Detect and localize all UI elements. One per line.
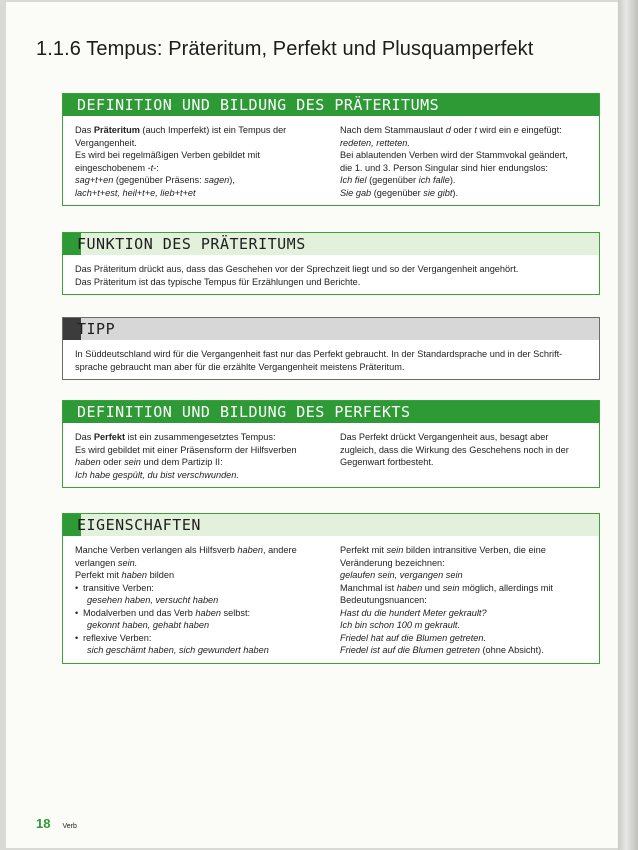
text-line <box>75 569 324 582</box>
text-run: Das Perfekt drückt Vergangenheit aus, besagt aber <box>340 432 549 442</box>
page-title: 1.1.6 Tempus: Präteritum, Perfekt und Plusquamperfekt <box>36 38 534 60</box>
text-line <box>340 444 589 457</box>
text-run: die 1. und 3. Person Singular sind hier endungslos: <box>340 162 548 173</box>
italic-example: lach+t+est, heil+t+e, lieb+t+et <box>75 187 196 198</box>
text-run: bilden intransitive Verben, die eine <box>403 545 546 555</box>
italic-example: haben <box>121 570 148 580</box>
text-line <box>340 431 589 444</box>
italic-example: sein <box>386 545 404 555</box>
text-run: Bedeutungsnuancen: <box>340 595 427 605</box>
text-line <box>340 619 589 632</box>
text-line <box>75 174 324 187</box>
italic-example: haben <box>75 457 101 467</box>
text-line <box>75 619 324 632</box>
bold-term: Perfekt <box>93 432 126 442</box>
text-run: ). <box>449 175 456 185</box>
right-column <box>332 544 589 657</box>
text-run: verlangen <box>75 557 118 568</box>
text-line <box>75 149 324 162</box>
italic-example: Ich habe gespült, du bist verschwunden. <box>75 469 239 480</box>
box-body <box>63 116 599 205</box>
page-number: 18 <box>36 816 51 831</box>
text-run: (gegenüber <box>371 187 424 198</box>
box-funktion-praeteritum <box>62 232 600 295</box>
text-line <box>340 456 589 469</box>
text-run: (auch Imperfekt) ist ein Tempus der <box>139 125 287 135</box>
text-run: zugleich, dass die Wirkung des Geschehens noch in der <box>340 444 569 455</box>
left-column <box>75 431 332 481</box>
italic-example: t <box>474 125 477 135</box>
italic-example: Ich fiel <box>340 175 367 185</box>
box-heading-text: EIGENSCHAFTEN <box>77 516 201 534</box>
text-run: Perfekt mit <box>340 545 387 555</box>
text-line <box>75 187 324 200</box>
text-run: Nach dem Stammauslaut <box>340 125 446 135</box>
text-line <box>75 431 324 444</box>
text-run: und dem Partizip II: <box>140 457 223 467</box>
italic-example: sein <box>124 457 141 467</box>
box-eigenschaften <box>62 513 600 664</box>
italic-example: gelaufen sein, vergangen sein <box>340 570 463 580</box>
section-label: Verb <box>62 823 77 830</box>
italic-example: Friedel hat auf die Blumen getreten. <box>340 632 487 643</box>
italic-example: -t- <box>147 162 157 173</box>
text-run: (gegenüber Präsens: <box>113 175 205 185</box>
box-definition-perfekt <box>62 400 600 488</box>
text-line <box>340 582 589 595</box>
text-run: (ohne Absicht). <box>479 645 544 655</box>
text-line <box>340 124 589 137</box>
text-run: ), <box>229 175 235 185</box>
italic-example: sag+t+en <box>75 175 114 185</box>
text-run: reflexive Verben: <box>83 632 152 643</box>
text-run: wird ein <box>476 125 514 135</box>
italic-example: gesehen haben, versucht haben <box>87 595 219 605</box>
text-run: (gegenüber <box>366 175 419 185</box>
italic-example: haben <box>237 545 263 555</box>
text-line <box>340 557 589 570</box>
italic-example: sein <box>442 582 460 593</box>
text-run: und <box>422 582 443 593</box>
text-run: eingeschobenem <box>75 162 148 173</box>
left-column <box>75 544 332 657</box>
text-line <box>75 469 324 482</box>
text-run: Manche Verben verlangen als Hilfsverb <box>75 545 238 555</box>
text-run: Gegenwart fortbesteht. <box>340 457 434 467</box>
italic-example: Ich bin schon 100 m gekrault. <box>340 620 461 630</box>
text-line <box>340 174 589 187</box>
text-line <box>75 557 324 570</box>
box-heading-text: DEFINITION UND BILDUNG DES PERFEKTS <box>77 403 411 421</box>
text-run: Bei ablautenden Verben wird der Stammvokal geändert, <box>340 150 568 160</box>
text-line <box>75 607 324 620</box>
right-column <box>332 124 589 199</box>
text-line <box>340 137 589 150</box>
box-body <box>63 423 599 487</box>
box-body <box>63 340 599 379</box>
text-line <box>340 187 589 200</box>
text-line <box>340 644 589 657</box>
italic-example: gekonnt haben, gehabt haben <box>87 620 210 630</box>
box-definition-praeteritum <box>62 93 600 206</box>
text-line <box>75 456 324 469</box>
text-run: Es wird gebildet mit einer Präsensform der Hilfsverben <box>75 444 297 455</box>
italic-example: sein. <box>117 557 138 568</box>
italic-example: Sie gab <box>340 187 372 198</box>
text-line <box>340 607 589 620</box>
italic-example: d <box>445 125 451 135</box>
text-line <box>75 582 324 595</box>
italic-example: e <box>513 125 519 135</box>
box-body <box>63 255 599 294</box>
text-run: Das Präteritum drückt aus, dass das Geschehen vor der Sprechzeit liegt und so der Vergangenheit angehört. <box>75 264 519 274</box>
text-run: möglich, allerdings mit <box>459 582 553 593</box>
text-run: Modalverben und das Verb <box>83 607 196 618</box>
text-line <box>75 361 589 374</box>
box-heading <box>63 401 599 423</box>
italic-example: sagen <box>204 175 230 185</box>
text-run: ). <box>452 187 459 198</box>
page-binding-edge <box>618 0 638 850</box>
text-run: eingefügt: <box>518 125 562 135</box>
italic-example: Friedel ist auf die Blumen getreten <box>340 645 480 655</box>
text-line <box>75 276 589 289</box>
box-heading-text: TIPP <box>77 320 116 338</box>
text-run: Perfekt mit <box>75 570 122 580</box>
text-run: ist ein zusammengesetztes Tempus: <box>125 432 276 442</box>
text-run: oder <box>100 457 125 467</box>
text-run: Es wird bei regelmäßigen Verben gebildet mit <box>75 150 260 160</box>
italic-example: sich geschämt haben, sich gewundert haben <box>87 645 269 655</box>
bold-term: Präteritum <box>93 125 140 135</box>
text-run: selbst: <box>220 607 251 618</box>
text-line <box>75 263 589 276</box>
box-heading <box>63 94 599 116</box>
text-line <box>340 569 589 582</box>
text-run: : <box>156 162 159 173</box>
italic-example: haben <box>396 582 423 593</box>
text-line <box>75 162 324 175</box>
text-line <box>75 348 589 361</box>
text-run: sprache gebraucht man aber für die erzählte Vergangenheit meistens Präteritum. <box>75 361 405 372</box>
box-tipp <box>62 317 600 380</box>
text-run: , andere <box>262 545 297 555</box>
italic-example: haben <box>195 607 221 618</box>
text-line <box>75 632 324 645</box>
text-line <box>340 594 589 607</box>
text-line <box>340 162 589 175</box>
text-run: Manchmal ist <box>340 582 397 593</box>
box-heading <box>63 233 599 255</box>
text-line <box>75 594 324 607</box>
text-run: Das Präteritum ist das typische Tempus für Erzählungen und Berichte. <box>75 276 361 287</box>
italic-example: Hast du die hundert Meter gekrault? <box>340 607 487 618</box>
text-run: In Süddeutschland wird für die Vergangenheit fast nur das Perfekt gebraucht. In der Standardsprache und in der Schrift- <box>75 349 563 359</box>
text-line <box>75 444 324 457</box>
text-run: transitive Verben: <box>83 582 154 593</box>
box-heading <box>63 318 599 340</box>
text-line <box>75 124 324 137</box>
text-line <box>75 137 324 150</box>
left-column <box>75 124 332 199</box>
text-line <box>75 544 324 557</box>
text-run: Das <box>75 125 94 135</box>
box-heading <box>63 514 599 536</box>
page-footer <box>36 816 77 831</box>
text-run: bilden <box>147 570 175 580</box>
right-column <box>332 431 589 481</box>
text-run: oder <box>450 125 475 135</box>
italic-example: ich falle <box>418 175 450 185</box>
box-body <box>63 536 599 663</box>
text-run: Veränderung bezeichnen: <box>340 557 445 568</box>
italic-example: redeten, retteten. <box>340 137 410 148</box>
text-run: Das <box>75 432 94 442</box>
text-run: Vergangenheit. <box>75 137 137 148</box>
text-line <box>75 644 324 657</box>
box-heading-text: FUNKTION DES PRÄTERITUMS <box>77 235 306 253</box>
text-line <box>340 544 589 557</box>
text-line <box>340 149 589 162</box>
italic-example: sie gibt <box>423 187 453 198</box>
text-line <box>340 632 589 645</box>
box-heading-text: DEFINITION UND BILDUNG DES PRÄTERITUMS <box>77 96 440 114</box>
